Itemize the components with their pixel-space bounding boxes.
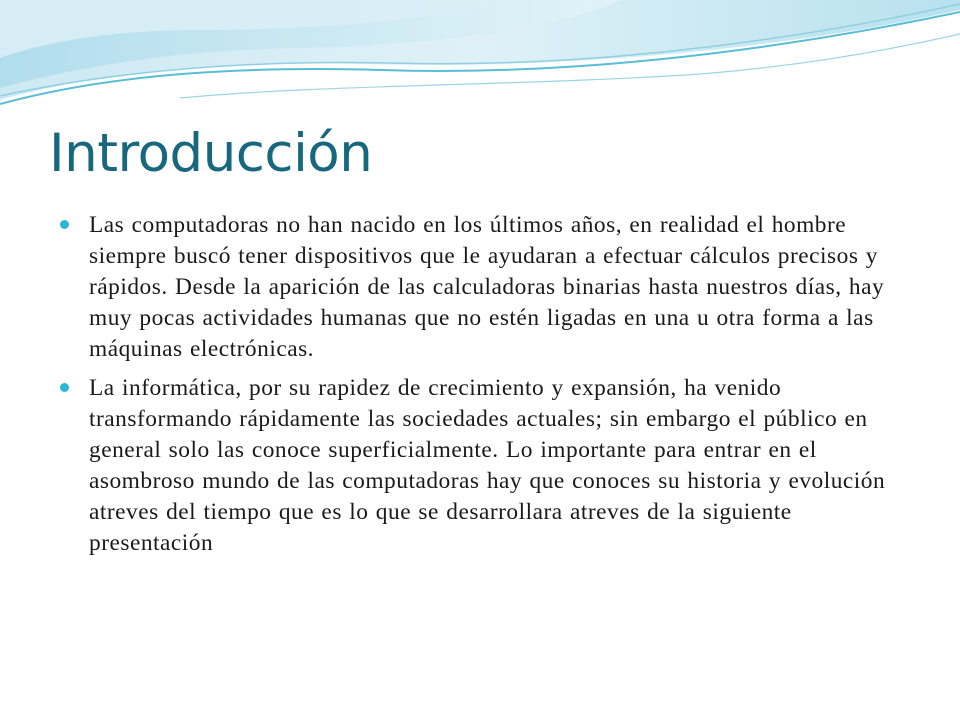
bullet-item [60, 373, 920, 559]
decorative-wave-header [0, 0, 960, 120]
bullet-text: La informática, por su rapidez de crecimiento y expansión, ha venido transformando rápidamente las sociedades actuales; sin embargo el público en general solo las conoce superficialmente. Lo importante para entrar en el asombroso mundo de las computadoras hay que conoces su historia y evolución atreves del tiempo que es lo que se desarrollara atreves de la siguiente presentación [89, 375, 886, 556]
bullet-dot-icon [60, 383, 69, 392]
bullet-text: Las computadoras no han nacido en los últimos años, en realidad el hombre siempre buscó tener dispositivos que le ayudaran a efectuar cálculos precisos y rápidos. Desde la aparición de las calculadoras binarias hasta nuestros días, hay muy pocas actividades humanas que no estén ligadas en una u otra forma a las máquinas electrónicas. [89, 212, 885, 362]
bullet-dot-icon [60, 220, 69, 229]
bullet-list [60, 210, 920, 567]
bullet-item [60, 210, 920, 365]
slide-title: Introducción [49, 123, 373, 184]
